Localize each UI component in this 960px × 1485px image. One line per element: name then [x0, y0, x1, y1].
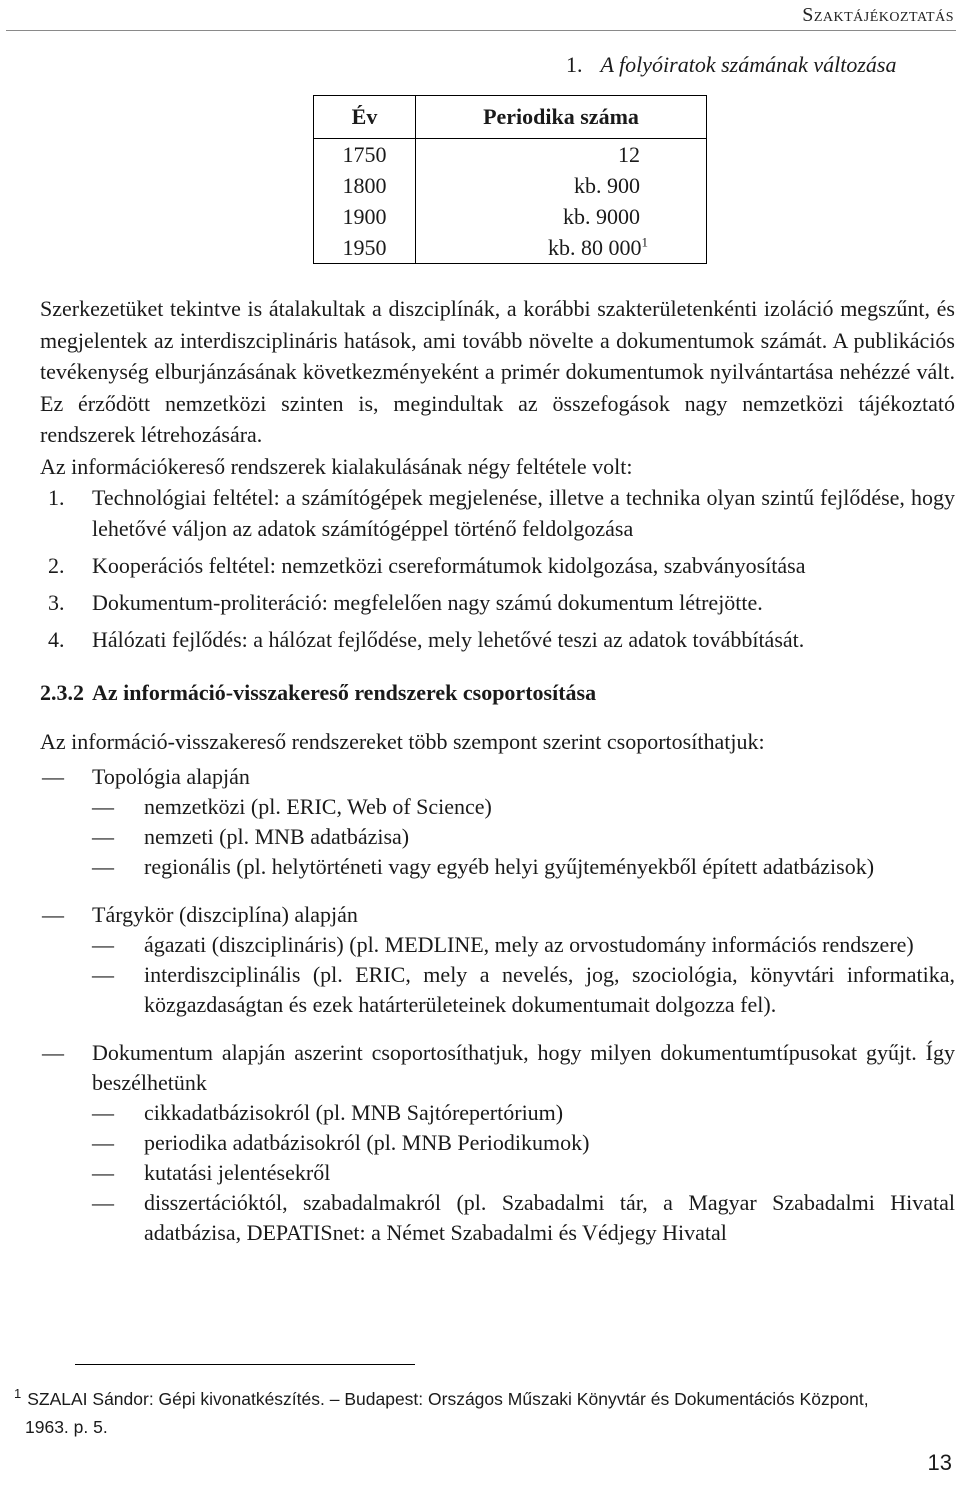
- section-number: 2.3.2: [40, 680, 84, 705]
- list-item: 2. Kooperációs feltétel: nemzetközi csereformátumok kidolgozása, szabványosítása: [48, 553, 806, 578]
- footnote-mark: 1: [14, 1386, 22, 1401]
- table-caption: [566, 52, 896, 78]
- dash-bullet-icon: —: [92, 1190, 114, 1215]
- list-item: — regionális (pl. helytörténeti vagy egyéb helyi gyűjteményekből épített adatbázisok): [92, 852, 955, 882]
- cell-year: 1800: [314, 170, 416, 201]
- list-item: 3. Dokumentum-proliteráció: megfelelően nagy számú dokumentum létrejötte.: [48, 590, 763, 615]
- list-item: — Tárgykör (diszciplína) alapján — ágazati (diszciplináris) (pl. MEDLINE, mely az orvostudomány információs rendszere) — interdiszciplinális (pl. ERIC, mely a nevelés, jog, szociológia, könyvtári informatika, közgazdaságtan és ezek határterületeinek dokumentumait dolgozza fel).: [40, 900, 955, 1020]
- sub-list: [92, 1098, 955, 1248]
- footnote-line-2: 1963. p. 5.: [25, 1416, 108, 1437]
- footnote-reference[interactable]: 1: [641, 234, 648, 250]
- dash-bullet-icon: —: [92, 932, 114, 957]
- dash-bullet-icon: —: [42, 902, 64, 927]
- list-item: — cikkadatbázisokról (pl. MNB Sajtórepertórium): [92, 1098, 955, 1128]
- list-item: — interdiszciplinális (pl. ERIC, mely a nevelés, jog, szociológia, könyvtári informatika, közgazdaságtan és ezek határterületeinek dokumentumait dolgozza fel).: [92, 962, 955, 1017]
- footnote: [14, 1380, 954, 1441]
- dash-bullet-icon: —: [42, 1040, 64, 1065]
- column-header-year: Év: [314, 96, 416, 139]
- cell-count: kb. 9000: [563, 204, 640, 229]
- body-paragraph: Szerkezetüket tekintve is átalakultak a diszciplínák, a korábbi szakterületenkénti izoláció megszűnt, és megjelentek az interdiszciplináris hatások, ami tovább növelte a dokumentumok számát. A publikációs tevékenység elburjánzásának következményeként a primér dokumentumok nyilvántartása nehézzé vált. Ez érződött nemzetközi szinten is, megindultak az összefogások nagy nemzetközi tájékoztató rendszerek létrehozására.: [40, 296, 955, 447]
- list-item: 4. Hálózati fejlődés: a hálózat fejlődése, mely lehetővé teszi az adatok továbbítását.: [48, 627, 805, 652]
- dash-bullet-icon: —: [92, 962, 114, 987]
- cell-year: 1750: [314, 139, 416, 171]
- conditions-list: [40, 482, 955, 661]
- footnote-line-1: SZALAI Sándor: Gépi kivonatkészítés. – Budapest: Országos Műszaki Könyvtár és Dokumentációs Központ,: [27, 1388, 869, 1409]
- table-row: [314, 232, 707, 264]
- list-item: — nemzetközi (pl. ERIC, Web of Science): [92, 792, 955, 822]
- periodicals-table: [313, 95, 707, 264]
- table-row: [314, 201, 707, 232]
- body-paragraph: Az információkereső rendszerek kialakulásának négy feltétele volt:: [40, 454, 633, 479]
- cell-year: 1900: [314, 201, 416, 232]
- grouping-list: [40, 762, 955, 1248]
- cell-count: kb. 900: [574, 173, 640, 198]
- list-item: — nemzeti (pl. MNB adatbázisa): [92, 822, 955, 852]
- list-item: 1. Technológiai feltétel: a számítógépek megjelenése, illetve a technika olyan szintű fejlődése, hogy lehetővé váljon az adatok számítógéppel történő feldolgozása: [48, 485, 955, 541]
- sub-list: [92, 792, 955, 882]
- table-row: [314, 139, 707, 171]
- dash-bullet-icon: —: [92, 1160, 114, 1185]
- table-row: [314, 170, 707, 201]
- table-header-row: [314, 96, 707, 139]
- section-intro: Az információ-visszakereső rendszereket több szempont szerint csoportosíthatjuk:: [40, 729, 765, 754]
- running-header: Szaktájékoztatás: [802, 4, 954, 26]
- section-title-text: Az információ-visszakereső rendszerek csoportosítása: [92, 680, 597, 705]
- column-header-count: Periodika száma: [483, 104, 639, 129]
- cell-year: 1950: [314, 232, 416, 264]
- list-item: — disszertációktól, szabadalmakról (pl. Szabadalmi tár, a Magyar Szabadalmi Hivatal adatbázisa, DEPATISnet: a Német Szabadalmi és Védjegy Hivatal: [92, 1190, 955, 1245]
- list-item: — Topológia alapján — nemzetközi (pl. ERIC, Web of Science) — nemzeti (pl. MNB adatbázisa) — regionális (pl. helytörténeti vagy egyéb helyi gyűjteményekből épített adatbázisok): [40, 762, 955, 882]
- list-item: — kutatási jelentésekről: [92, 1158, 955, 1188]
- page-number: 13: [927, 1450, 952, 1475]
- dash-bullet-icon: —: [92, 824, 114, 849]
- list-item: — periodika adatbázisokról (pl. MNB Periodikumok): [92, 1128, 955, 1158]
- table-caption-number: 1.: [566, 52, 583, 77]
- section-heading: [40, 680, 596, 706]
- list-item: — ágazati (diszciplináris) (pl. MEDLINE, mely az orvostudomány információs rendszere): [92, 930, 955, 960]
- sub-list: [92, 930, 955, 1020]
- footnote-separator: [75, 1364, 415, 1365]
- cell-count: 12: [416, 139, 707, 171]
- table-caption-title: A folyóiratok számának változása: [600, 52, 897, 77]
- dash-bullet-icon: —: [92, 1130, 114, 1155]
- cell-count: kb. 80 $000^1$: [548, 234, 648, 260]
- dash-bullet-icon: —: [42, 764, 64, 789]
- dash-bullet-icon: —: [92, 854, 114, 879]
- dash-bullet-icon: —: [92, 1100, 114, 1125]
- header-rule: [6, 30, 956, 31]
- dash-bullet-icon: —: [92, 794, 114, 819]
- list-item: — Dokumentum alapján aszerint csoportosíthatjuk, hogy milyen dokumentumtípusokat gyűjt. Így beszélhetünk — cikkadatbázisokról (pl. MNB Sajtórepertórium) — periodika adatbázisokról (pl. MNB Periodikumok) — kutatási jelentésekről — disszertációktól, szabadalmakról (pl. Szabadalmi tár, a Magyar Szabadalmi Hivatal adatbázisa, DEPATISnet: a Német Szabadalmi és Védjegy Hivatal: [40, 1038, 955, 1248]
